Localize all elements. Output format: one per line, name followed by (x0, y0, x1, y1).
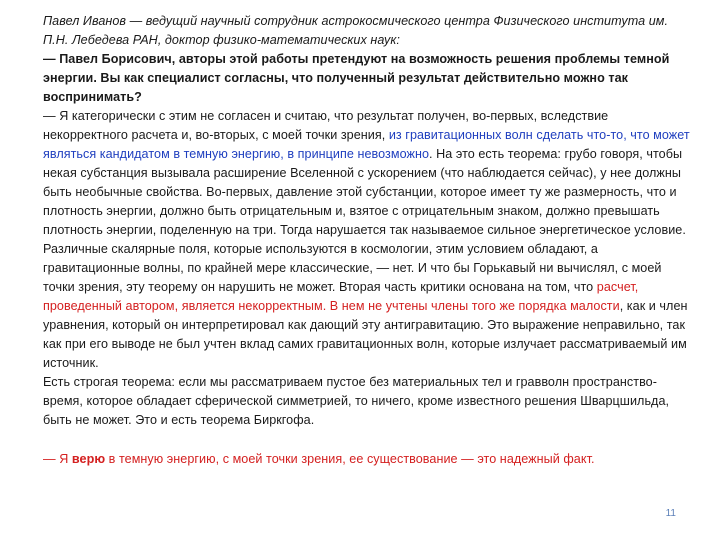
slide-content (43, 12, 690, 469)
intro-text: Павел Иванов — ведущий научный сотрудник астрокосмического центра Физического института им. П.Н. Лебедева РАН, доктор физико-математических наук: (43, 14, 669, 47)
answer-text-2: . На это есть теорема: грубо говоря, чтобы некая субстанция вызывала расширение Вселенной с ускорением (что наблюдается сейчас), у нее должны быть необычные свойства. Во-первых, давление этой субстанции, которое имеет ту же размерность, что и плотность энергии, должно быть отрицательным и, взятое с отрицательным знаком, должно превышать плотность энергии, поделенную на три. Тогда нарушается так называемое сильное энергетическое условие. Различные скалярные поля, которые используются в космологии, этим условием обладают, а гравитационные волны, по крайней мере классические, — нет. И что бы Горькавый ни вычислял, с моей точки зрения, эту теорему он нарушить не может. Вторая часть критики основана на том, что (43, 147, 686, 294)
highlight-red: расчет, проведенный автором, является некорректным. В нем не учтены члены того же порядка малости (43, 280, 639, 313)
answer-paragraph (43, 107, 690, 373)
conclusion-statement (43, 450, 690, 469)
conclusion-emphasis: верю (71, 452, 106, 466)
conclusion-before: — Я (43, 452, 72, 466)
page-number: 11 (665, 508, 676, 519)
theorem-paragraph: Есть строгая теорема: если мы рассматриваем пустое без материальных тел и гравволн пространство-время, которое обладает сферической симметрией, то ничего, кроме известного решения Шварцшильда, быть не может. Это и есть теорема Биркгофа. (43, 375, 670, 427)
highlight-blue: из гравитационных волн сделать что-то, что может являться кандидатом в темную энергию, в принципе невозможно (43, 128, 690, 161)
answer-text-1: — Я категорически с этим не согласен и считаю, что результат получен, во-первых, вследствие некорректного расчета и, во-вторых, с моей точки зрения, (43, 109, 609, 142)
answer-text-3: , как и член уравнения, который он интерпретировал как дающий эту антигравитацию. Это выражение неправильно, так как при его выводе не был учтен вклад самих гравитационных волн, которые излучает рассматриваемый им источник. (43, 299, 688, 370)
interview-question: — Павел Борисович, авторы этой работы претендуют на возможность решения проблемы темной энергии. Вы как специалист согласны, что полученный результат действительно можно так воспринимать? (43, 52, 670, 104)
conclusion-after: в темную энергию, с моей точки зрения, ее существование — это надежный факт. (105, 452, 595, 466)
